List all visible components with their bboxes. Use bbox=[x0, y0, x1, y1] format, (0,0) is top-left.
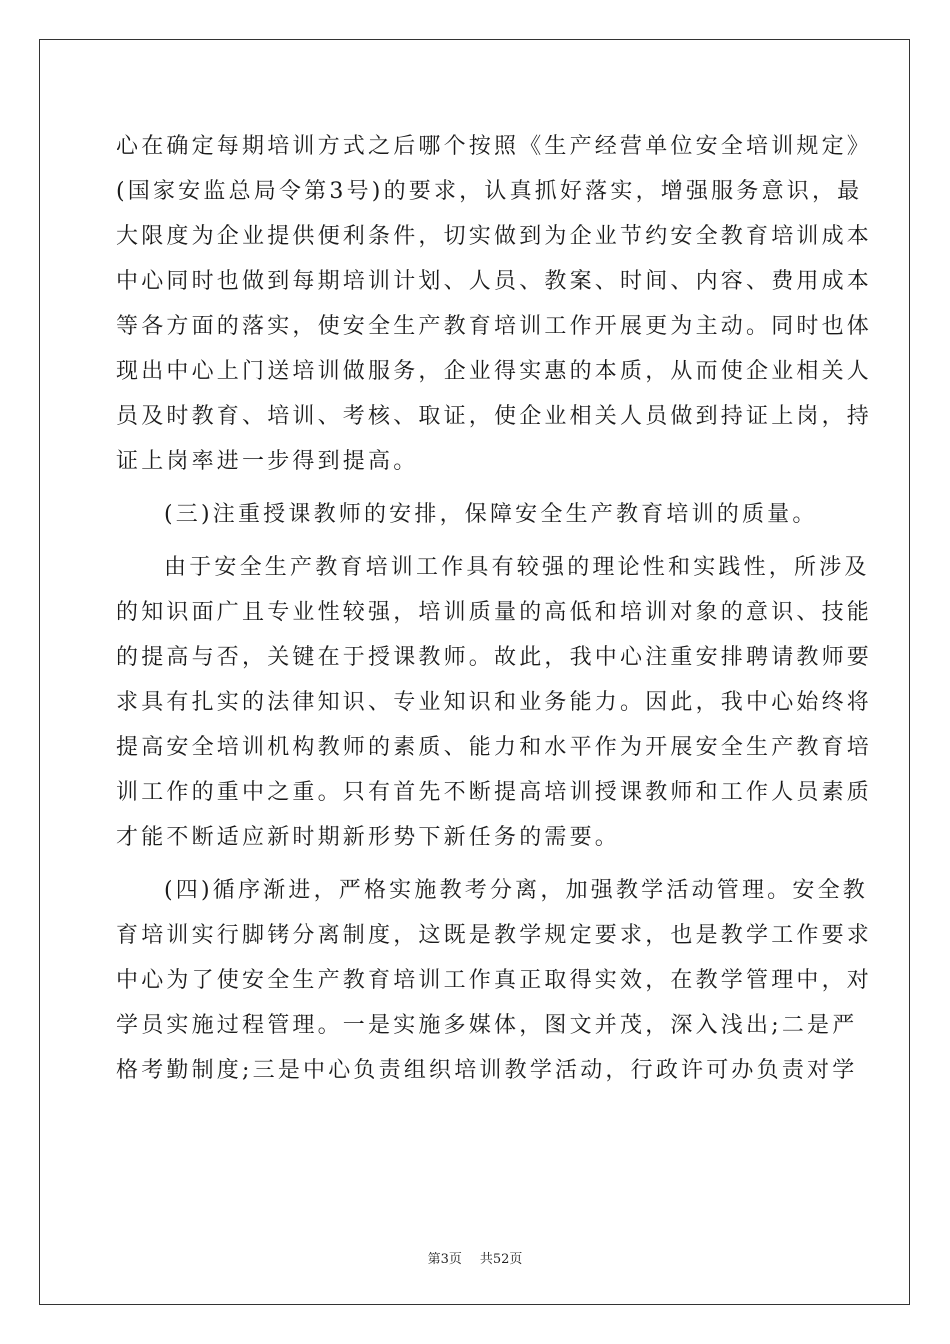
text-line: (国家安监总局令第3号)的要求，认真抓好落实，增强服务意识，最 bbox=[116, 179, 863, 204]
text-line: 格考勤制度;三是中心负责组织培训教学活动，行政许可办负责对学 bbox=[116, 1058, 858, 1083]
page-total: 共52页 bbox=[479, 1252, 523, 1267]
text-line: 现出中心上门送培训做服务，企业得实惠的本质，从而使企业相关人 bbox=[116, 359, 873, 384]
page-footer bbox=[0, 1248, 950, 1267]
text-line: 由于安全生产教育培训工作具有较强的理论性和实践性，所涉及 bbox=[164, 555, 870, 580]
page-number: 第3页 bbox=[427, 1252, 462, 1267]
text-line: 提高安全培训机构教师的素质、能力和水平作为开展安全生产教育培 bbox=[116, 735, 873, 760]
text-line: 证上岗率进一步得到提高。 bbox=[116, 449, 419, 474]
text-line: 员及时教育、培训、考核、取证，使企业相关人员做到持证上岗，持 bbox=[116, 404, 873, 429]
text-line: 的知识面广且专业性较强，培训质量的高低和培训对象的意识、技能 bbox=[116, 600, 873, 625]
section-heading-3: (三)注重授课教师的安排，保障安全生产教育培训的质量。 bbox=[164, 502, 818, 527]
text-line: 训工作的重中之重。只有首先不断提高培训授课教师和工作人员素质 bbox=[116, 780, 873, 805]
text-line: 育培训实行脚铐分离制度，这既是教学规定要求，也是教学工作要求 bbox=[116, 923, 873, 948]
text-line: 中心同时也做到每期培训计划、人员、教案、时间、内容、费用成本 bbox=[116, 269, 873, 294]
text-line: 中心为了使安全生产教育培训工作真正取得实效，在教学管理中，对 bbox=[116, 968, 873, 993]
text-line: 等各方面的落实，使安全生产教育培训工作开展更为主动。同时也体 bbox=[116, 314, 873, 339]
text-line: 的提高与否，关键在于授课教师。故此，我中心注重安排聘请教师要 bbox=[116, 645, 873, 670]
text-line: 学员实施过程管理。一是实施多媒体，图文并茂，深入浅出;二是严 bbox=[116, 1013, 858, 1038]
text-line: 才能不断适应新时期新形势下新任务的需要。 bbox=[116, 825, 621, 850]
text-line: 大限度为企业提供便利条件，切实做到为企业节约安全教育培训成本 bbox=[116, 224, 873, 249]
text-line: 心在确定每期培训方式之后哪个按照《生产经营单位安全培训规定》 bbox=[116, 134, 873, 159]
section-heading-4: (四)循序渐进，严格实施教考分离，加强教学活动管理。安全教 bbox=[164, 878, 868, 903]
document-body bbox=[116, 124, 873, 1093]
text-line: 求具有扎实的法律知识、专业知识和业务能力。因此，我中心始终将 bbox=[116, 690, 873, 715]
